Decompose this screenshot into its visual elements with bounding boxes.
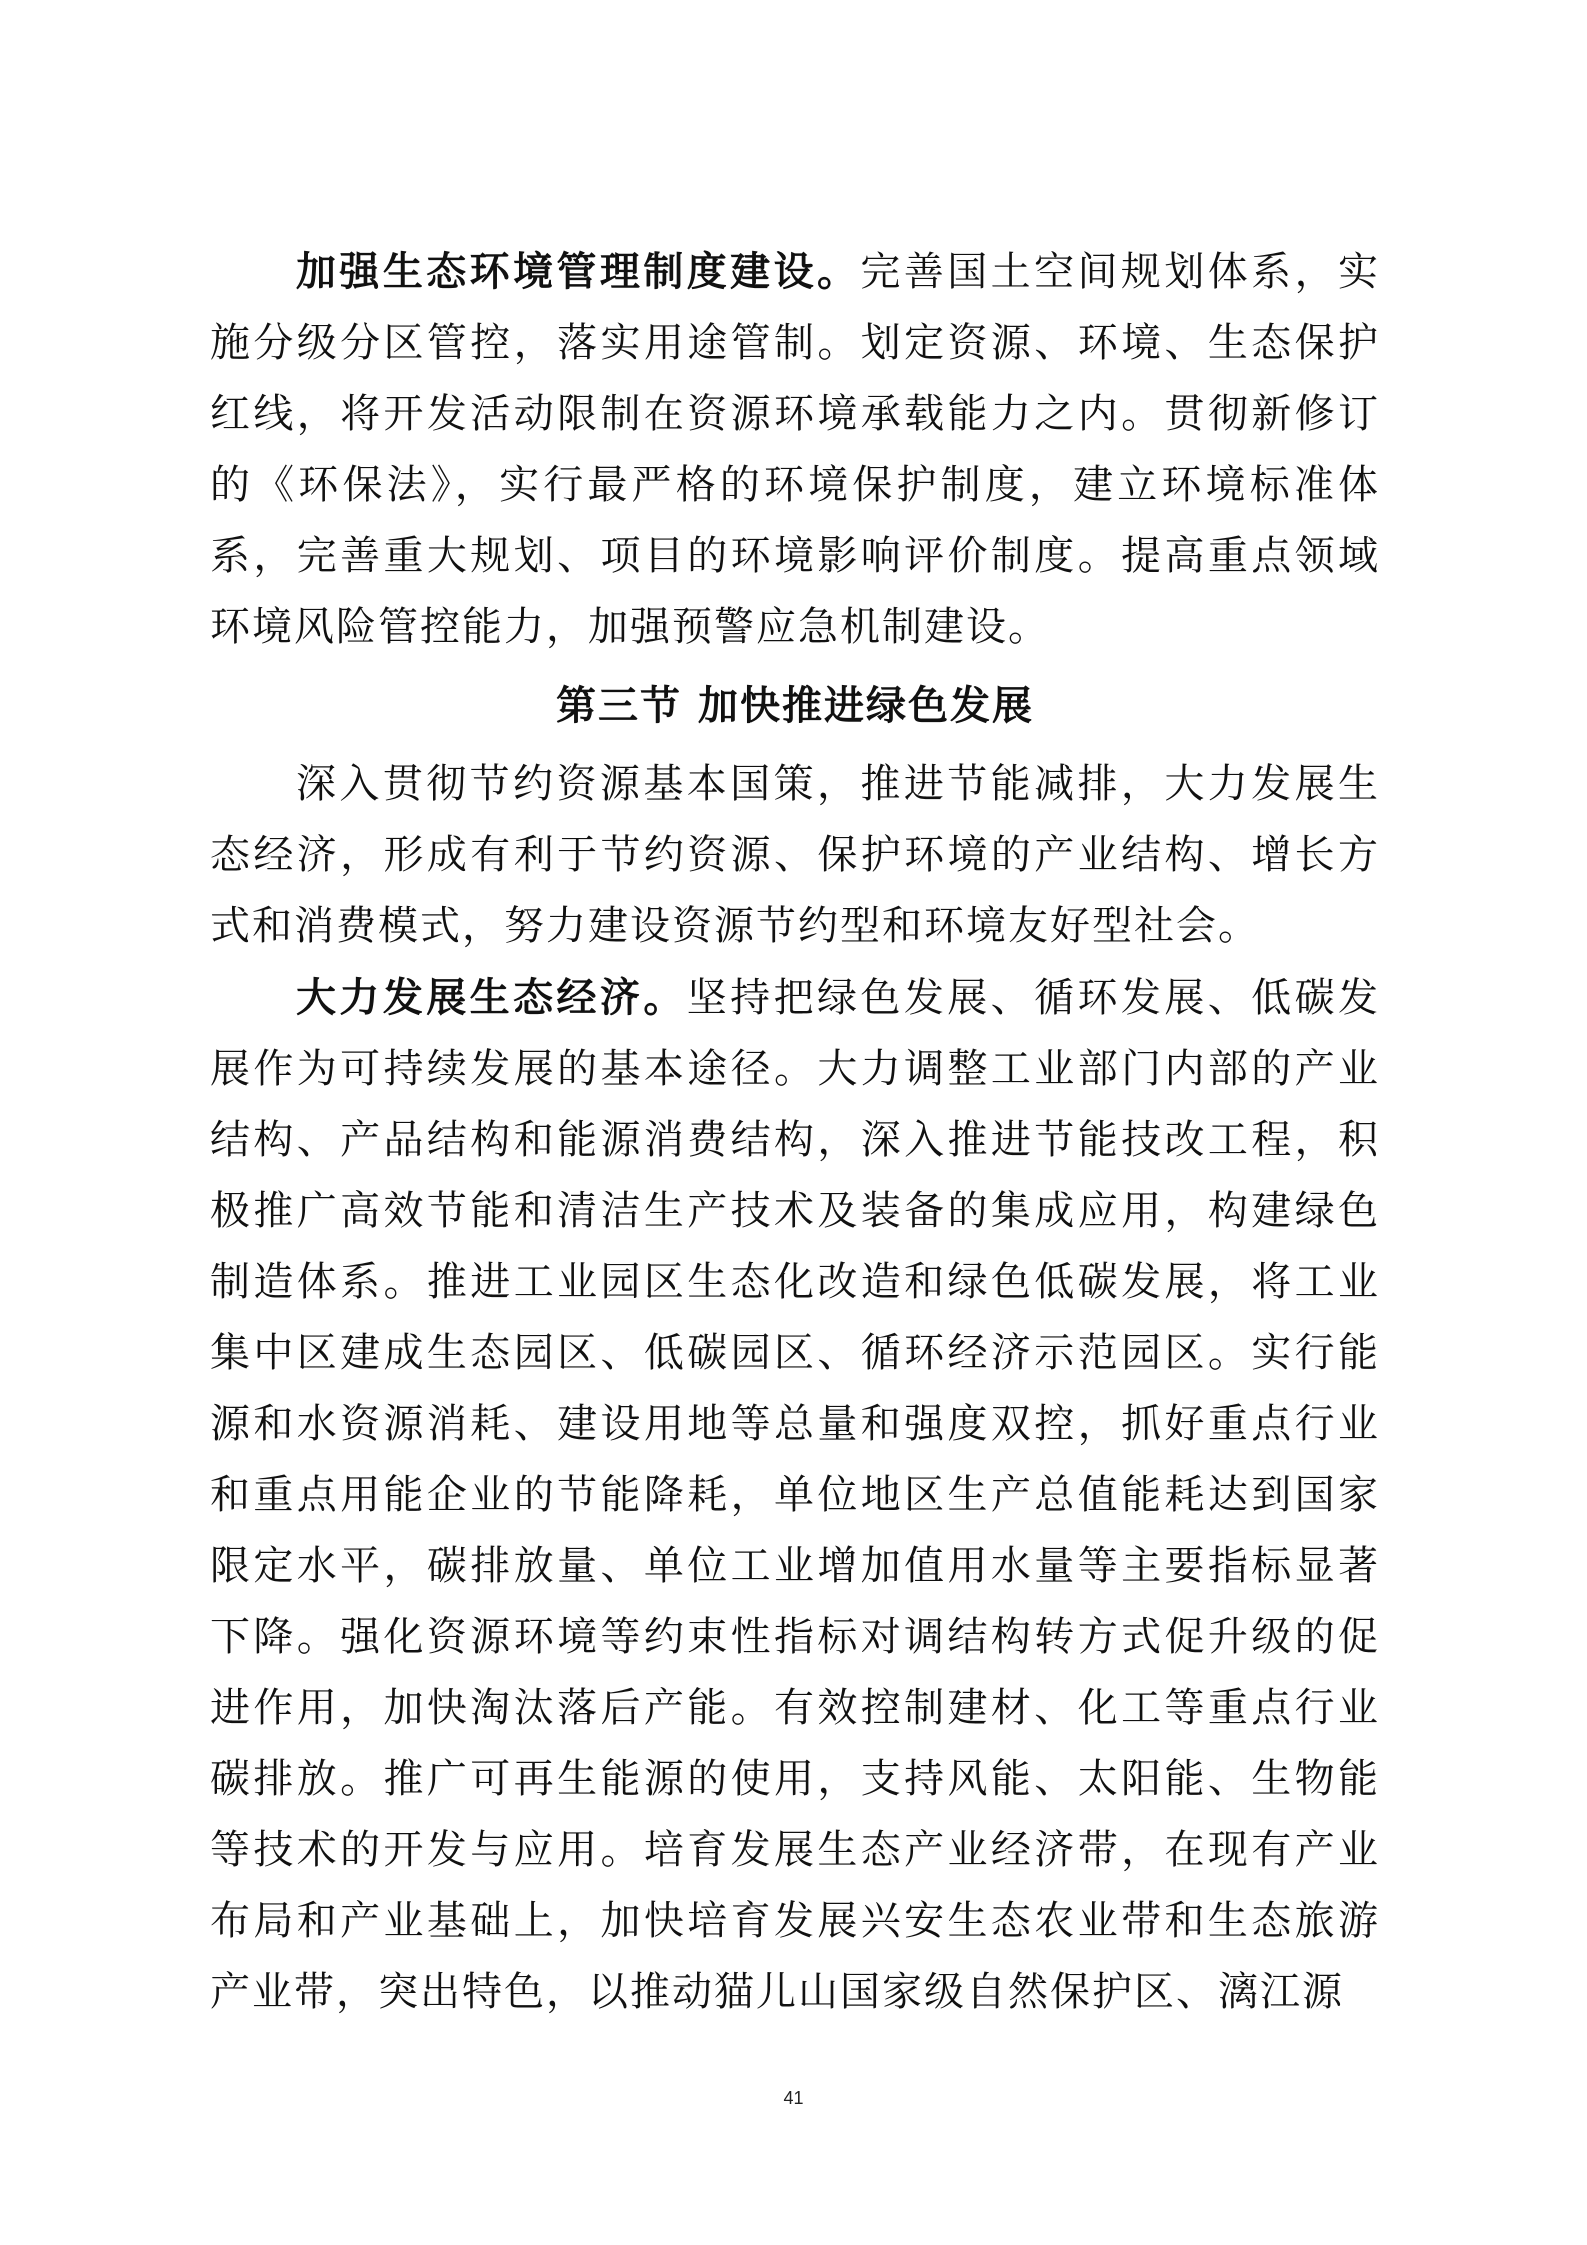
- paragraph-body: 完善国土空间规划体系，实施分级分区管控，落实用途管制。划定资源、环境、生态保护红线，将开发活动限制在资源环境承载能力之内。贯彻新修订的《环保法》，实行最严格的环境保护制度，建立环境标准体系，完善重大规划、项目的环境影响评价制度。提高重点领域环境风险管控能力，加强预警应急机制建设。: [210, 249, 1381, 650]
- page-number: 41: [783, 2088, 804, 2108]
- page-content: [210, 236, 1380, 2028]
- paragraph-ecological-economy: [210, 962, 1380, 2028]
- paragraph-green-development-intro: [210, 749, 1380, 962]
- paragraph-body: 坚持把绿色发展、循环发展、低碳发展作为可持续发展的基本途径。大力调整工业部门内部的产业结构、产品结构和能源消费结构，深入推进节能技改工程，积极推广高效节能和清洁生产技术及装备的集成应用，构建绿色制造体系。推进工业园区生态化改造和绿色低碳发展，将工业集中区建成生态园区、低碳园区、循环经济示范园区。实行能源和水资源消耗、建设用地等总量和强度双控，抓好重点行业和重点用能企业的节能降耗，单位地区生产总值能耗达到国家限定水平，碳排放量、单位工业增加值用水量等主要指标显著下降。强化资源环境等约束性指标对调结构转方式促升级的促进作用，加快淘汰落后产能。有效控制建材、化工等重点行业碳排放。推广可再生能源的使用，支持风能、太阳能、生物能等技术的开发与应用。培育发展生态产业经济带，在现有产业布局和产业基础上，加快培育发展兴安生态农业带和生态旅游产业带，突出特色，以推动猫儿山国家级自然保护区、漓江源: [210, 975, 1380, 2015]
- paragraph-body: 深入贯彻节约资源基本国策，推进节能减排，大力发展生态经济，形成有利于节约资源、保护环境的产业结构、增长方式和消费模式，努力建设资源节约型和环境友好型社会。: [210, 761, 1380, 949]
- section-title: 第三节 加快推进绿色发展: [556, 683, 1034, 729]
- paragraph-lead-heading: 大力发展生态经济。: [296, 974, 687, 1021]
- paragraph-lead-heading: 加强生态环境管理制度建设。: [296, 248, 861, 295]
- paragraph-ecological-management: [210, 236, 1380, 663]
